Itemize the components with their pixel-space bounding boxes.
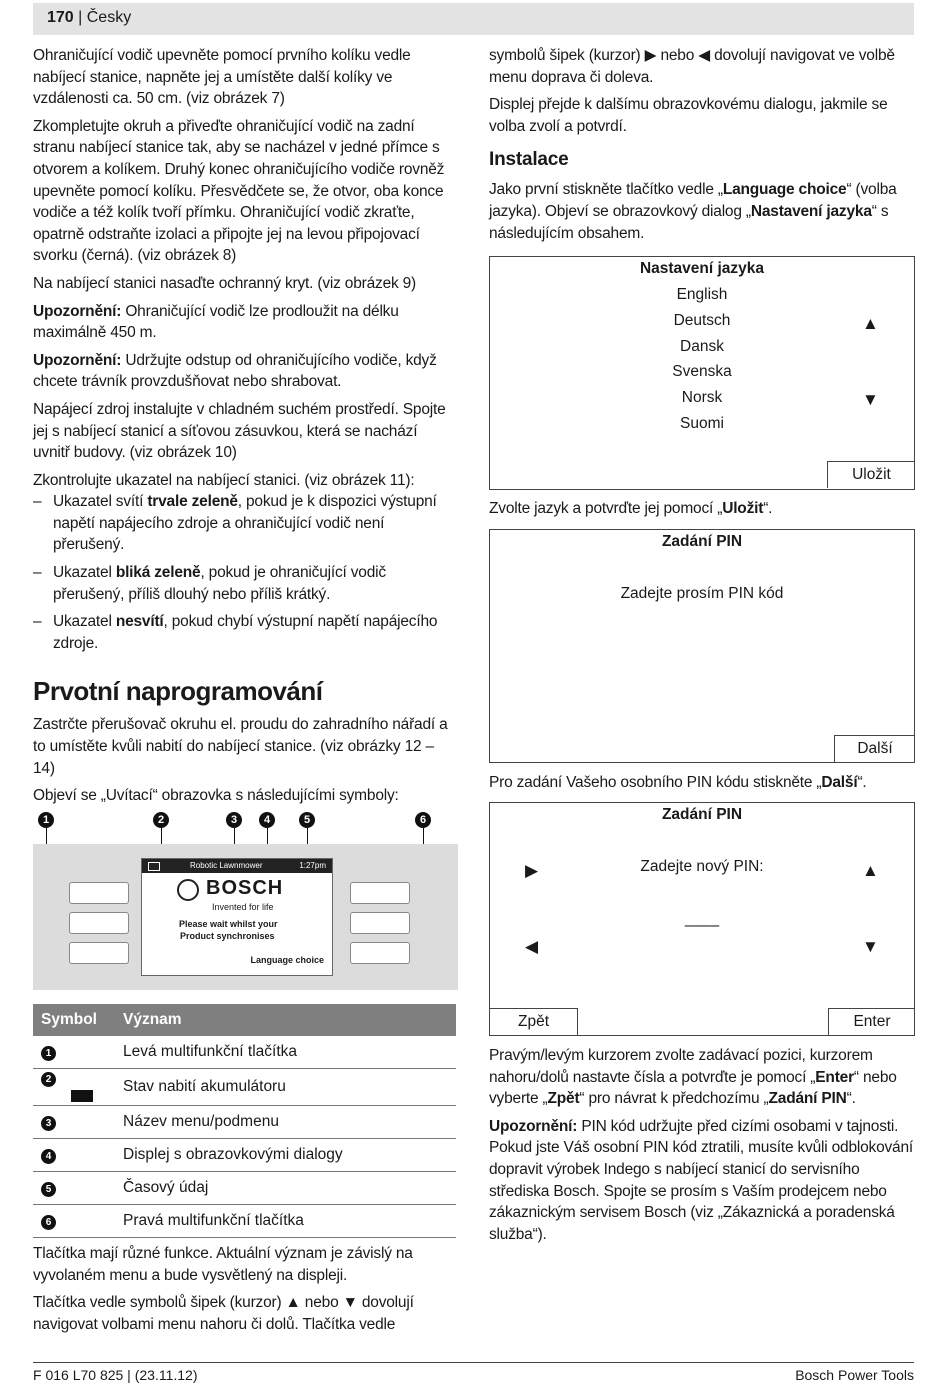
paragraph: Zkontrolujte ukazatel na nabíjecí stanici. (viz obrázek 11):	[33, 471, 415, 489]
battery-icon	[148, 862, 160, 871]
section-heading: Prvotní naprogramování	[33, 676, 323, 707]
language-option[interactable]: Svenska	[672, 363, 732, 380]
arrow-left-icon: ◀	[698, 47, 710, 64]
language-dialog	[489, 256, 915, 490]
time-display: 1:27pm	[299, 861, 326, 870]
paragraph: Pro zadání Vašeho osobního PIN kódu stiskněte „Další“.	[489, 774, 867, 791]
right-bottom-text	[489, 1045, 917, 1251]
save-button[interactable]: Uložit	[827, 461, 915, 488]
left-column	[33, 45, 458, 813]
meaning-cell: Levá multifunkční tlačítka	[115, 1036, 456, 1069]
left-multifunction-button[interactable]	[69, 882, 129, 904]
menu-title: Robotic Lawnmower	[190, 861, 263, 870]
page-number: 170	[47, 9, 74, 26]
language-option[interactable]: Suomi	[680, 415, 724, 432]
pin-dialog	[489, 529, 915, 763]
arrow-left-icon[interactable]: ◀	[525, 937, 539, 956]
paragraph: Zvolte jazyk a potvrďte jej pomocí „Uložit“.	[489, 500, 773, 517]
back-button[interactable]: Zpět	[490, 1008, 578, 1035]
table-row	[33, 1172, 456, 1205]
paragraph: Napájecí zdroj instalujte v chladném suchém prostředí. Spojte jej s nabíjecí stanicí a síťovou zásuvkou, která se nachází uvnitř budovy. (viz obrázek 10)	[33, 400, 446, 462]
new-pin-dialog	[489, 802, 915, 1036]
symbol-number: 4	[41, 1149, 56, 1164]
dialog-prompt: Zadejte prosím PIN kód	[620, 585, 784, 602]
language-option[interactable]: Dansk	[680, 338, 724, 355]
column-header: Symbol	[33, 1004, 115, 1036]
note-label: Upozornění:	[33, 302, 122, 320]
dash-item: – Ukazatel bliká zeleně, pokud je ohraničující vodič přerušený, příliš dlouhý nebo příliš krátký.	[33, 562, 458, 605]
paragraph: Na nabíjecí stanici nasaďte ochranný kryt. (viz obrázek 9)	[33, 274, 417, 292]
welcome-screen-figure	[33, 808, 458, 990]
arrow-down-icon[interactable]: ▼	[862, 390, 879, 409]
callout-number: 4	[259, 812, 275, 828]
language-choice-label: Language choice	[250, 955, 324, 965]
note-label: Upozornění:	[33, 351, 122, 369]
left-multifunction-button[interactable]	[69, 942, 129, 964]
symbol-number: 2	[41, 1072, 56, 1087]
section-heading: Instalace	[489, 149, 569, 171]
symbol-number: 3	[41, 1116, 56, 1131]
table-row	[33, 1106, 456, 1139]
dialog-title: Zadání PIN	[661, 533, 743, 550]
arrow-down-icon[interactable]: ▼	[862, 937, 879, 956]
dash-item: – Ukazatel svítí trvale zeleně, pokud je k dispozici výstupní napětí napájecího zdroje a ohraničující vodič není přerušený.	[33, 491, 458, 556]
dash-item: – Ukazatel nesvítí, pokud chybí výstupní napětí napájecího zdroje.	[33, 611, 458, 654]
publisher: Bosch Power Tools	[795, 1367, 914, 1383]
paragraph: Pravým/levým kurzorem zvolte zadávací pozici, kurzorem nahoru/dolů nastavte čísla a potvrďte je pomocí „Enter“ nebo vyberte „Zpět“ pro návrat k předchozímu „Zadání PIN“.	[489, 1047, 897, 1108]
symbol-number: 6	[41, 1215, 56, 1230]
language-option[interactable]: Deutsch	[673, 312, 731, 329]
right-multifunction-button[interactable]	[350, 942, 410, 964]
paragraph: Ohraničující vodič upevněte pomocí prvního kolíku vedle nabíjecí stanice, napněte jej a umístěte další kolíky ve vzdálenosti ca. 50 cm. (viz obrázek 7)	[33, 47, 411, 108]
dialog-title: Nastavení jazyka	[639, 260, 765, 277]
device-display	[141, 858, 333, 976]
next-button[interactable]: Další	[834, 735, 915, 762]
note-label: Upozornění:	[489, 1117, 578, 1135]
symbol-number: 1	[41, 1046, 56, 1061]
meaning-cell: Pravá multifunkční tlačítka	[115, 1205, 456, 1238]
paragraph: Displej přejde k dalšímu obrazovkovému dialogu, jakmile se volba zvolí a potvrdí.	[489, 96, 888, 135]
brand-name: BOSCH	[206, 877, 284, 899]
display-status-bar	[142, 859, 332, 873]
note-paragraph	[33, 350, 458, 393]
arrow-up-icon[interactable]: ▲	[862, 861, 879, 880]
note-text: Ohraničující vodič lze prodloužit na délku maximálně 450 m.	[33, 302, 399, 342]
note-paragraph	[33, 301, 458, 344]
table-row	[33, 1069, 456, 1106]
language-option[interactable]: English	[676, 286, 728, 303]
enter-button[interactable]: Enter	[828, 1008, 915, 1035]
left-bottom-text	[33, 1243, 458, 1341]
callout-number: 5	[299, 812, 315, 828]
column-header: Význam	[115, 1004, 456, 1036]
paragraph: Tlačítka mají různé funkce. Aktuální význam je závislý na vyvolaném menu a bude vysvětlený na displeji.	[33, 1245, 413, 1284]
dialog-prompt: Zadejte nový PIN:	[640, 858, 764, 875]
symbol-table	[33, 1004, 456, 1238]
right-column	[489, 45, 917, 250]
left-multifunction-button[interactable]	[69, 912, 129, 934]
meaning-cell: Stav nabití akumulátoru	[115, 1069, 456, 1106]
note-text: Udržujte odstup od ohraničujícího vodiče, když chcete trávník provzdušňovat nebo shrabovat.	[33, 351, 437, 391]
header-language: Česky	[86, 9, 132, 26]
bosch-logo-icon	[177, 879, 199, 901]
arrow-up-icon: ▲	[285, 1294, 301, 1312]
right-multifunction-button[interactable]	[350, 882, 410, 904]
paragraph: Zkompletujte okruh a přiveďte ohraničující vodič na zadní stranu nabíjecí stanice tak, aby se nacházel v jedné přímce s otvorem a kolíkem. Druhý konec ohraničujícího vodiče rovněž upevněte pomocí kolíku. Přesvědčete se, že otvor, oba konce vodiče a též kolík tvoří přímku. Ohraničující vodič zkraťte, opatrně odstraňte izolaci a připojte jej na levou připojovací svorku (černá). (viz obrázek 8)	[33, 117, 445, 265]
battery-icon	[71, 1090, 93, 1102]
callout-number: 1	[38, 812, 54, 828]
brand-tagline: Invented for life	[212, 902, 274, 912]
table-row	[33, 1139, 456, 1172]
callout-number: 3	[226, 812, 242, 828]
meaning-cell: Časový údaj	[115, 1172, 456, 1205]
paragraph: Jako první stiskněte tlačítko vedle „Language choice“ (volba jazyka). Objeví se obrazovkový dialog „Nastavení jazyka“ s následujícím obsahem.	[489, 181, 897, 242]
meaning-cell: Název menu/podmenu	[115, 1106, 456, 1139]
meaning-cell: Displej s obrazovkovými dialogy	[115, 1139, 456, 1172]
page-footer	[33, 1362, 914, 1383]
note-paragraph	[489, 1116, 917, 1246]
paragraph: Zastrčte přerušovač okruhu el. proudu do zahradního nářadí a to umístěte kvůli nabití do nabíjecí stanice. (viz obrázky 12 – 14)	[33, 716, 448, 777]
pin-input[interactable]: ––––	[684, 917, 720, 934]
table-row	[33, 1205, 456, 1238]
arrow-right-icon: ▶	[644, 47, 657, 64]
paragraph: Objeví se „Uvítací“ obrazovka s následujícími symboly:	[33, 787, 399, 805]
dialog-title: Zadání PIN	[661, 806, 743, 823]
note-text: PIN kód udržujte před cizími osobami v tajnosti. Pokud jste Váš osobní PIN kód ztratili, musíte kvůli odblokování dopravit výrobek Indego s nabíjecí stanicí do servisního střediska Bosch. Spojte se prosím s Vaším prodejcem nebo zákaznickým servisem Bosch (viz „Zákaznická a poradenská služba“).	[489, 1117, 914, 1243]
paragraph: Tlačítka vedle symbolů šipek (kurzor) ▲ nebo ▼ dovolují navigovat volbami menu nahoru či dolů. Tlačítka vedle	[33, 1294, 414, 1333]
language-option[interactable]: Norsk	[681, 389, 723, 406]
status-message: Please wait whilst your	[179, 919, 278, 929]
table-header-row	[33, 1004, 456, 1036]
status-message: Product synchronises	[180, 931, 275, 941]
callout-number: 6	[415, 812, 431, 828]
arrow-right-icon[interactable]: ▶	[525, 861, 539, 880]
paragraph: symbolů šipek (kurzor) ▶ nebo ◀ dovolují navigovat ve volbě menu doprava či doleva.	[489, 47, 895, 86]
arrow-up-icon[interactable]: ▲	[862, 314, 879, 333]
arrow-down-icon: ▼	[342, 1294, 358, 1312]
table-row	[33, 1036, 456, 1069]
page-header: 170 | Česky	[33, 3, 914, 35]
document-number: F 016 L70 825 | (23.11.12)	[33, 1367, 198, 1383]
symbol-number: 5	[41, 1182, 56, 1197]
right-multifunction-button[interactable]	[350, 912, 410, 934]
callout-number: 2	[153, 812, 169, 828]
